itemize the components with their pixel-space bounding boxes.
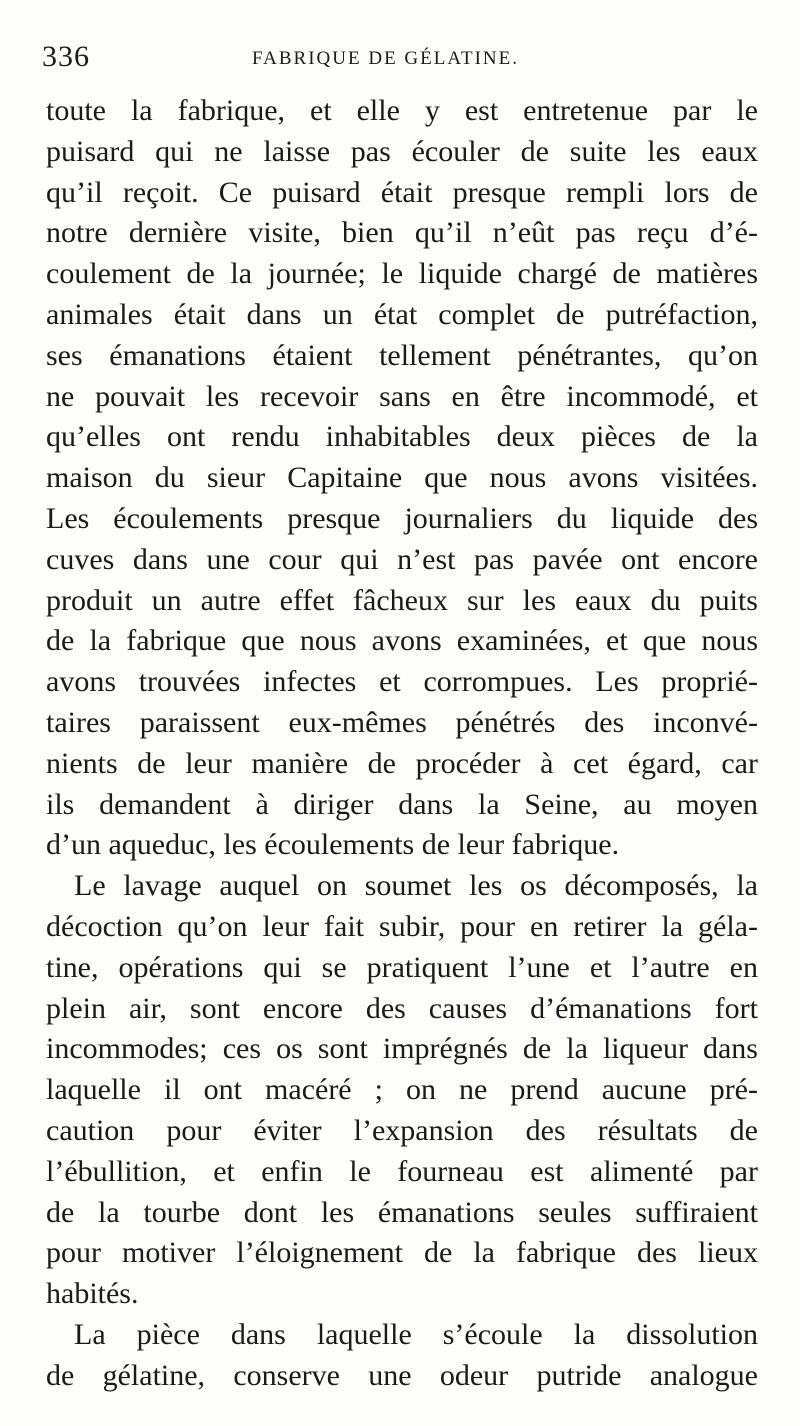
text-line: notre dernière visite, bien qu’il n’eût pas reçu d’é- [46,216,758,250]
text-line: incommodes; ces os sont imprégnés de la liqueur dans [46,1032,758,1066]
page-number: 336 [42,40,90,73]
text-line: Les écoulements presque journaliers du liquide des [46,501,758,535]
body-text [46,91,758,1397]
text-line: d’un aqueduc, les écoulements de leur fabrique. [46,828,620,862]
text-line: puisard qui ne laisse pas écouler de suite les eaux [46,134,758,168]
text-line: laquelle il ont macéré ; on ne prend aucune pré- [46,1073,758,1107]
text-line: pour motiver l’éloignement de la fabrique des lieux [46,1236,758,1270]
text-line: de gélatine, conserve une odeur putride analogue [46,1358,758,1392]
text-line: l’ébullition, et enfin le fourneau est alimenté par [46,1154,758,1188]
text-line: tine, opérations qui se pratiquent l’une et l’autre en [46,950,758,984]
text-line: plein air, sont encore des causes d’émanations fort [46,991,758,1025]
text-line: habités. [46,1277,139,1311]
text-line: coulement de la journée; le liquide chargé de matières [46,257,758,291]
text-line: toute la fabrique, et elle y est entretenue par le [46,94,758,127]
text-line: Le lavage auquel on soumet les os décomposés, la [74,869,758,903]
text-line: taires paraissent eux-mêmes pénétrés des inconvé- [46,705,758,739]
text-line: qu’elles ont rendu inhabitables deux pièces de la [46,420,758,454]
text-line: produit un autre effet fâcheux sur les eaux du puits [46,583,758,617]
text-line: de la tourbe dont les émanations seules suffiraient [46,1195,758,1229]
page-header [42,38,762,78]
text-line: caution pour éviter l’expansion des résultats de [46,1113,758,1147]
text-line: ils demandent à diriger dans la Seine, au moyen [46,787,758,821]
text-line: ses émanations étaient tellement pénétrantes, qu’on [46,338,758,372]
running-head: FABRIQUE DE GÉLATINE. [252,48,519,69]
text-line: maison du sieur Capitaine que nous avons visitées. [46,461,758,495]
text-line: cuves dans une cour qui n’est pas pavée ont encore [46,542,758,576]
text-line: animales était dans un état complet de putréfaction, [46,297,758,331]
text-line: décoction qu’on leur fait subir, pour en retirer la géla- [46,909,758,943]
text-line: de la fabrique que nous avons examinées, et que nous [46,624,758,658]
text-line: La pièce dans laquelle s’écoule la dissolution [74,1317,758,1351]
text-line: ne pouvait les recevoir sans en être incommodé, et [46,379,758,413]
text-line: qu’il reçoit. Ce puisard était presque rempli lors de [46,175,758,209]
text-line: avons trouvées infectes et corrompues. Les proprié- [46,665,758,699]
text-line: nients de leur manière de procéder à cet égard, car [46,746,758,780]
